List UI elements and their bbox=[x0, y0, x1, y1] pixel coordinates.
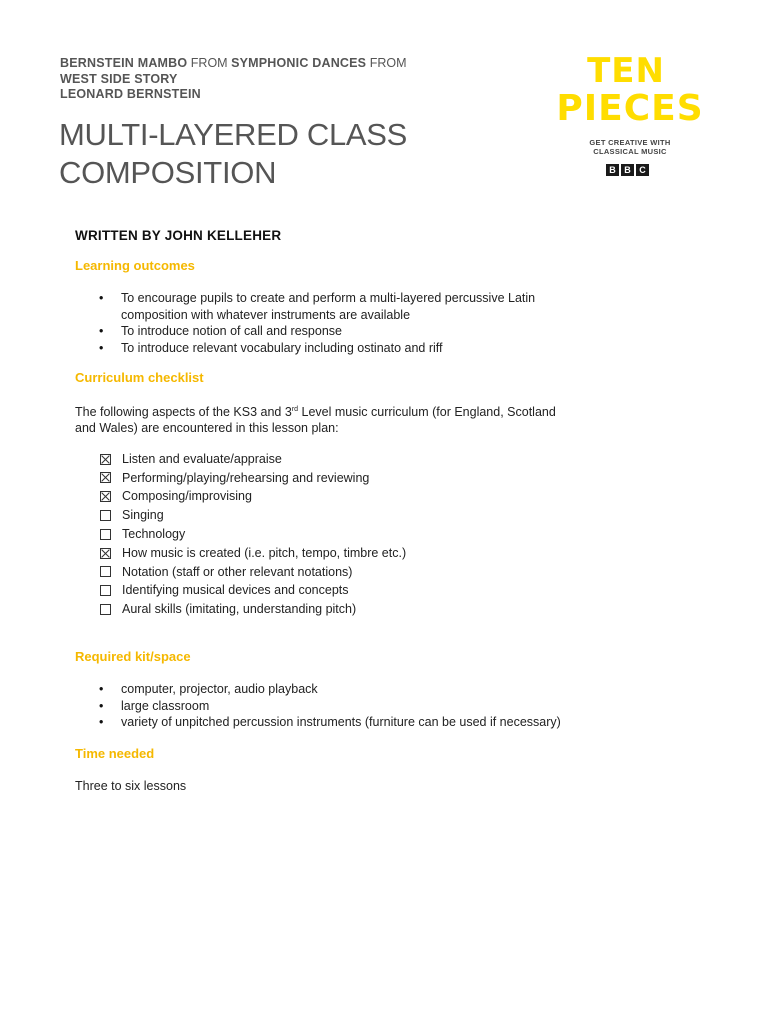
checklist-item bbox=[75, 562, 575, 581]
checklist-label: Identifying musical devices and concepts bbox=[122, 583, 349, 598]
checkbox-icon bbox=[100, 529, 111, 540]
document-title bbox=[59, 116, 407, 192]
header-credits bbox=[60, 56, 407, 103]
checklist-label: Listen and evaluate/appraise bbox=[122, 451, 282, 466]
checklist-label: Singing bbox=[122, 508, 164, 523]
checkbox-icon bbox=[100, 491, 111, 502]
checkbox-icon bbox=[100, 454, 111, 465]
author-line: WRITTEN BY JOHN KELLEHER bbox=[75, 228, 282, 243]
credit-line-3 bbox=[60, 87, 407, 103]
bbc-block-b2: B bbox=[621, 164, 634, 176]
logo-word-pieces: PIECES bbox=[556, 88, 704, 129]
show-title: WEST SIDE STORY bbox=[60, 71, 178, 86]
from-text-2: FROM bbox=[366, 56, 407, 70]
list-item: • To introduce relevant vocabulary including ostinato and riff bbox=[75, 340, 575, 357]
heading-learning-outcomes: Learning outcomes bbox=[75, 257, 195, 273]
heading-time-needed: Time needed bbox=[75, 745, 155, 761]
heading-curriculum-checklist: Curriculum checklist bbox=[75, 370, 204, 385]
checkbox-icon bbox=[100, 548, 111, 559]
checklist-item bbox=[75, 600, 575, 619]
checkbox-icon bbox=[100, 472, 111, 483]
checkbox-icon bbox=[100, 604, 111, 615]
list-item: • large classroom bbox=[75, 698, 575, 715]
bbc-block-b1: B bbox=[606, 164, 619, 176]
learning-outcomes-list bbox=[75, 290, 575, 356]
time-needed-text: Three to six lessons bbox=[75, 779, 187, 794]
checkbox-icon bbox=[100, 566, 111, 577]
credit-line-1 bbox=[60, 56, 407, 72]
list-item: • computer, projector, audio playback bbox=[75, 681, 575, 698]
checkbox-icon bbox=[100, 510, 111, 521]
bbc-block-c: C bbox=[636, 164, 649, 176]
title-line-2: COMPOSITION bbox=[59, 155, 277, 190]
bbc-logo bbox=[606, 164, 649, 176]
heading-required-kit: Required kit/space bbox=[75, 648, 191, 664]
composer-name: LEONARD BERNSTEIN bbox=[60, 87, 201, 101]
checklist-label: How music is created (i.e. pitch, tempo, timbre etc.) bbox=[122, 545, 407, 560]
document-body bbox=[75, 228, 575, 795]
checklist-item bbox=[75, 450, 575, 469]
checklist-label: Aural skills (imitating, understanding pitch) bbox=[122, 602, 357, 617]
credit-line-2 bbox=[60, 72, 407, 88]
intro-text-a: The following aspects of the KS3 and 3 bbox=[75, 404, 292, 419]
curriculum-intro bbox=[75, 402, 575, 437]
checklist-item bbox=[75, 525, 575, 544]
from-text: FROM bbox=[187, 56, 232, 70]
ten-pieces-logo bbox=[540, 52, 720, 182]
checklist-item bbox=[75, 487, 575, 506]
title-line-1: MULTI-LAYERED CLASS bbox=[59, 117, 408, 152]
checkbox-icon bbox=[100, 585, 111, 596]
intro-superscript: rd bbox=[291, 405, 299, 413]
checklist-label: Composing/improvising bbox=[122, 489, 252, 504]
checklist-label: Performing/playing/rehearsing and reviewing bbox=[122, 470, 370, 485]
list-item: • To introduce notion of call and response bbox=[75, 323, 575, 340]
curriculum-checklist bbox=[75, 450, 575, 619]
logo-tagline-2: CLASSICAL MUSIC bbox=[593, 147, 667, 156]
checklist-item bbox=[75, 544, 575, 563]
list-item: • variety of unpitched percussion instruments (furniture can be used if necessary) bbox=[75, 714, 575, 731]
logo-tagline bbox=[580, 138, 680, 156]
work-title: SYMPHONIC DANCES bbox=[231, 56, 367, 70]
checklist-item bbox=[75, 581, 575, 600]
checklist-item bbox=[75, 506, 575, 525]
checklist-label: Technology bbox=[122, 526, 186, 541]
piece-title: BERNSTEIN MAMBO bbox=[60, 56, 188, 70]
checklist-item bbox=[75, 468, 575, 487]
intro-text-b: Level music curriculum (for England, Scotland and Wales) are encountered in this lesson plan: bbox=[75, 404, 556, 436]
required-kit-list bbox=[75, 681, 575, 731]
checklist-label: Notation (staff or other relevant notations) bbox=[122, 564, 353, 579]
list-item: • To encourage pupils to create and perform a multi-layered percussive Latin composition with whatever instruments are available bbox=[75, 290, 575, 323]
logo-word-ten: TEN bbox=[587, 51, 665, 91]
logo-tagline-1: GET CREATIVE WITH bbox=[589, 138, 671, 147]
